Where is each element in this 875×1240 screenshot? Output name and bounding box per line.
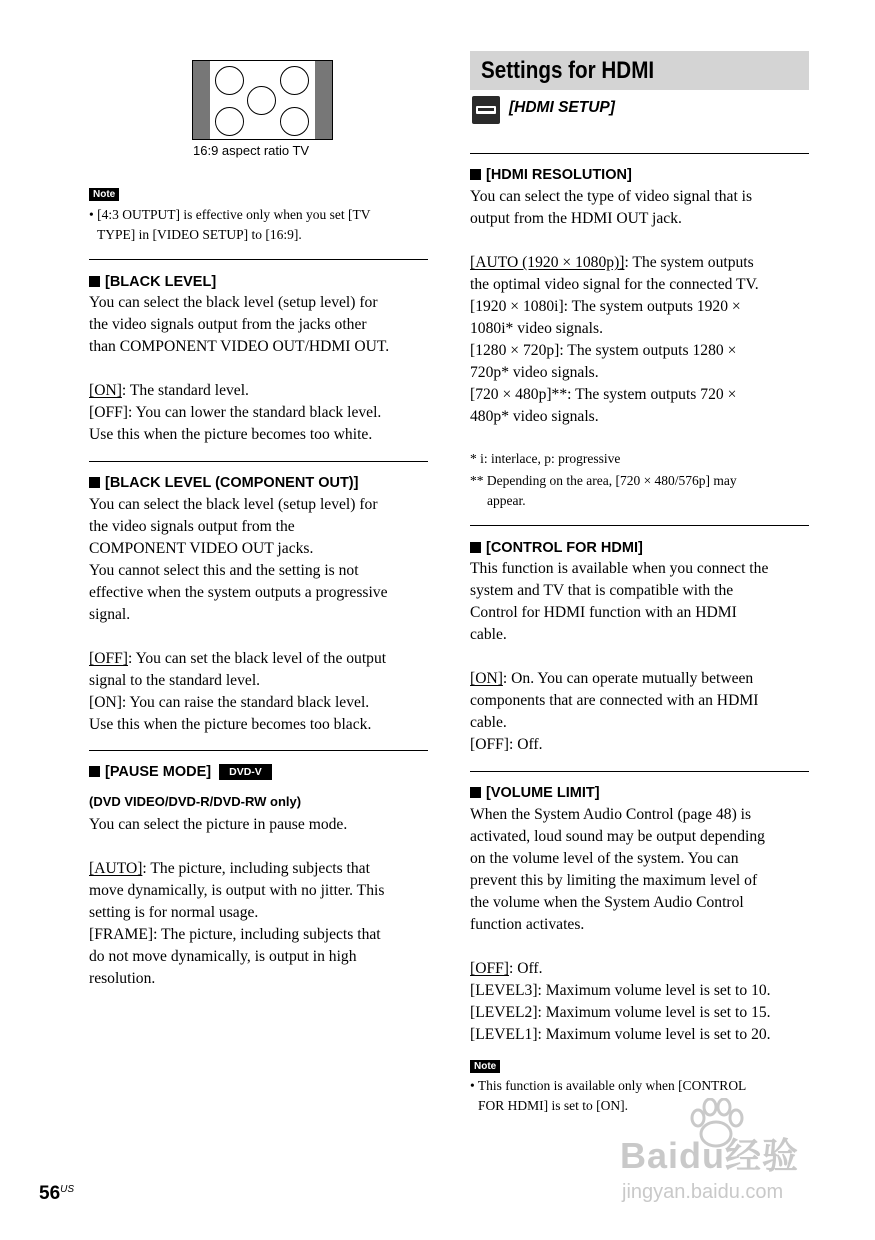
divider [89, 750, 428, 751]
note-badge: Note [89, 188, 119, 201]
volume-limit-heading: [VOLUME LIMIT] [470, 784, 600, 802]
pause-mode-heading: [PAUSE MODE] DVD-V [89, 763, 272, 781]
hdmi-resolution-heading: [HDMI RESOLUTION] [470, 166, 632, 184]
page-number: $56^{US}$ [39, 1183, 75, 1204]
pause-mode-subtitle: (DVD VIDEO/DVD-R/DVD-RW only) [89, 794, 302, 809]
black-level-heading: [BLACK LEVEL] [89, 273, 216, 291]
black-level-component-description: You can select the black level (setup level) for the video signals output from the COMPONENT VIDEO OUT jacks. You cannot select this and the setting is not effective when the system outputs a progressive signal. [OFF]: You can set the black level of the output signal to the standard level. [ON]: You can raise the standard black level. Use this when the picture becomes too black. [89, 496, 388, 733]
divider [89, 259, 428, 260]
note-text: • [4:3 OUTPUT] is effective only when you set [TV TYPE] in [VIDEO SETUP] to [16:9]. [89, 207, 371, 242]
circle-icon [247, 86, 276, 115]
tv-right-bar [315, 61, 332, 139]
dvd-v-badge: DVD-V [219, 764, 272, 780]
circle-icon [215, 107, 244, 136]
tv-screen-illustration [192, 60, 333, 140]
divider [470, 771, 809, 772]
pause-mode-description: You can select the picture in pause mode. [AUTO]: The picture, including subjects that move dynamically, is output with no jitter. This setting is for normal usage. [FRAME]: The picture, including subjects that do not move dynamically, is output in high resolution. [89, 816, 385, 987]
watermark [610, 1098, 830, 1208]
hdmi-setup-icon [472, 96, 500, 124]
divider [89, 461, 428, 462]
figure-caption: 16:9 aspect ratio TV [193, 143, 310, 158]
circle-icon [215, 66, 244, 95]
hdmi-setup-label: [HDMI SETUP] [509, 99, 615, 116]
circle-icon [280, 107, 309, 136]
hdmi-resolution-description: You can select the type of video signal that is output from the HDMI OUT jack. [AUTO (1920 × 1080p)]: The system outputs the optimal video signal for the connected TV. [1920 × 1080i]: The system outputs 1920 × 1080i* video signals. [1280 × 720p]: The system outputs 1280 × 720p* video signals. [720 × 480p]**: The system outputs 720 × 480p* video signals. [470, 188, 759, 425]
note-badge: Note [470, 1060, 500, 1073]
section-title: Settings for HDMI [481, 57, 655, 84]
control-for-hdmi-description: This function is available when you connect the system and TV that is compatible with the Control for HDMI function with an HDMI cable. [ON]: On. You can operate mutually between components that are connected with an HDMI cable. [OFF]: Off. [470, 560, 769, 753]
hdmi-resolution-footnotes: * i: interlace, p: progressive ** Depending on the area, [720 × 480/576p] may appear. [470, 451, 737, 508]
tv-left-bar [193, 61, 210, 139]
watermark-url: jingyan.baidu.com [622, 1181, 784, 1203]
divider [470, 153, 809, 154]
watermark-brand: Baidu经验 [620, 1135, 800, 1176]
volume-limit-description: When the System Audio Control (page 48) is activated, loud sound may be output depending on the volume level of the system. You can prevent this by limiting the maximum level of the volume when the System Audio Control function activates. [OFF]: Off. [LEVEL3]: Maximum volume level is set to 10. [LEVEL2]: Maximum volume level is set to 15. [LEVEL1]: Maximum volume level is set to 20. [470, 806, 771, 1043]
black-level-component-heading: [BLACK LEVEL (COMPONENT OUT)] [89, 474, 358, 492]
section-title-banner [470, 51, 809, 90]
control-for-hdmi-heading: [CONTROL FOR HDMI] [470, 539, 643, 557]
circle-icon [280, 66, 309, 95]
note-text: • This function is available only when [CONTROL FOR HDMI] is set to [ON]. [470, 1078, 747, 1113]
black-level-description: You can select the black level (setup level) for the video signals output from the jacks other than COMPONENT VIDEO OUT/HDMI OUT. [ON]: The standard level. [OFF]: You can lower the standard black level. Use this when the picture becomes too white. [89, 294, 390, 443]
divider [470, 525, 809, 526]
